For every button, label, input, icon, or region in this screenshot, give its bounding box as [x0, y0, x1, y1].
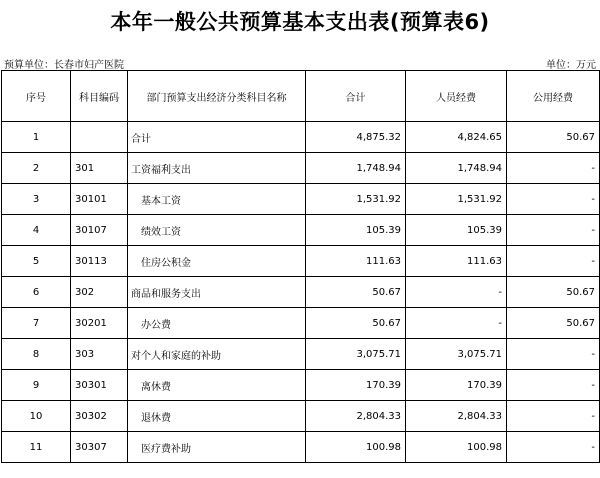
cell-code: 301 — [71, 153, 128, 184]
table-row — [2, 370, 600, 401]
cell-personnel: - — [406, 277, 507, 308]
table-row — [2, 215, 600, 246]
cell-personnel: 170.39 — [406, 370, 507, 401]
cell-name: 离休费 — [128, 370, 306, 401]
cell-seq: 2 — [2, 153, 71, 184]
cell-code: 303 — [71, 339, 128, 370]
cell-public: 50.67 — [507, 308, 600, 339]
cell-code: 30107 — [71, 215, 128, 246]
cell-total: 4,875.32 — [306, 122, 406, 153]
cell-code: 30101 — [71, 184, 128, 215]
cell-personnel: 105.39 — [406, 215, 507, 246]
cell-total: 2,804.33 — [306, 401, 406, 432]
table-row — [2, 153, 600, 184]
cell-total: 50.67 — [306, 277, 406, 308]
table-row — [2, 184, 600, 215]
header-name: 部门预算支出经济分类科目名称 — [128, 71, 306, 122]
cell-personnel: 100.98 — [406, 432, 507, 463]
cell-total: 1,748.94 — [306, 153, 406, 184]
cell-name: 对个人和家庭的补助 — [128, 339, 306, 370]
cell-public: - — [507, 432, 600, 463]
header-code: 科目编码 — [71, 71, 128, 122]
cell-code: 302 — [71, 277, 128, 308]
cell-code: 30301 — [71, 370, 128, 401]
cell-seq: 3 — [2, 184, 71, 215]
cell-public: - — [507, 215, 600, 246]
table-row — [2, 339, 600, 370]
cell-seq: 6 — [2, 277, 71, 308]
cell-public: 50.67 — [507, 277, 600, 308]
cell-seq: 9 — [2, 370, 71, 401]
header-total: 合计 — [306, 71, 406, 122]
cell-total: 50.67 — [306, 308, 406, 339]
cell-name: 住房公积金 — [128, 246, 306, 277]
cell-seq: 7 — [2, 308, 71, 339]
cell-personnel: 4,824.65 — [406, 122, 507, 153]
table-row — [2, 277, 600, 308]
cell-personnel: 3,075.71 — [406, 339, 507, 370]
cell-total: 3,075.71 — [306, 339, 406, 370]
cell-personnel: 2,804.33 — [406, 401, 507, 432]
table-row — [2, 246, 600, 277]
cell-public: - — [507, 153, 600, 184]
cell-code: 30201 — [71, 308, 128, 339]
cell-seq: 4 — [2, 215, 71, 246]
cell-public: 50.67 — [507, 122, 600, 153]
cell-total: 170.39 — [306, 370, 406, 401]
budget-unit-label: 预算单位：长春市妇产医院 — [4, 60, 124, 71]
currency-unit-label: 单位：万元 — [546, 60, 596, 71]
cell-name: 医疗费补助 — [128, 432, 306, 463]
header-personnel: 人员经费 — [406, 71, 507, 122]
table-row — [2, 122, 600, 153]
cell-personnel: 111.63 — [406, 246, 507, 277]
cell-seq: 1 — [2, 122, 71, 153]
table-row — [2, 401, 600, 432]
cell-code: 30302 — [71, 401, 128, 432]
cell-total: 105.39 — [306, 215, 406, 246]
cell-name: 退休费 — [128, 401, 306, 432]
cell-name: 基本工资 — [128, 184, 306, 215]
cell-personnel: - — [406, 308, 507, 339]
cell-public: - — [507, 339, 600, 370]
cell-code: 30307 — [71, 432, 128, 463]
cell-seq: 8 — [2, 339, 71, 370]
cell-code: 30113 — [71, 246, 128, 277]
cell-name: 商品和服务支出 — [128, 277, 306, 308]
cell-public: - — [507, 370, 600, 401]
cell-seq: 5 — [2, 246, 71, 277]
cell-seq: 11 — [2, 432, 71, 463]
cell-total: 1,531.92 — [306, 184, 406, 215]
table-row — [2, 432, 600, 463]
cell-personnel: 1,748.94 — [406, 153, 507, 184]
cell-name: 办公费 — [128, 308, 306, 339]
cell-name: 工资福利支出 — [128, 153, 306, 184]
header-public: 公用经费 — [507, 71, 600, 122]
table-header-row — [2, 71, 600, 122]
cell-public: - — [507, 184, 600, 215]
cell-seq: 10 — [2, 401, 71, 432]
cell-total: 111.63 — [306, 246, 406, 277]
cell-name: 绩效工资 — [128, 215, 306, 246]
table-body — [2, 122, 600, 463]
table-row — [2, 308, 600, 339]
cell-code — [71, 122, 128, 153]
budget-table — [1, 70, 600, 463]
page-title: 本年一般公共预算基本支出表(预算表6) — [110, 10, 490, 34]
cell-total: 100.98 — [306, 432, 406, 463]
cell-name: 合计 — [128, 122, 306, 153]
cell-public: - — [507, 401, 600, 432]
cell-personnel: 1,531.92 — [406, 184, 507, 215]
header-seq: 序号 — [2, 71, 71, 122]
cell-public: - — [507, 246, 600, 277]
